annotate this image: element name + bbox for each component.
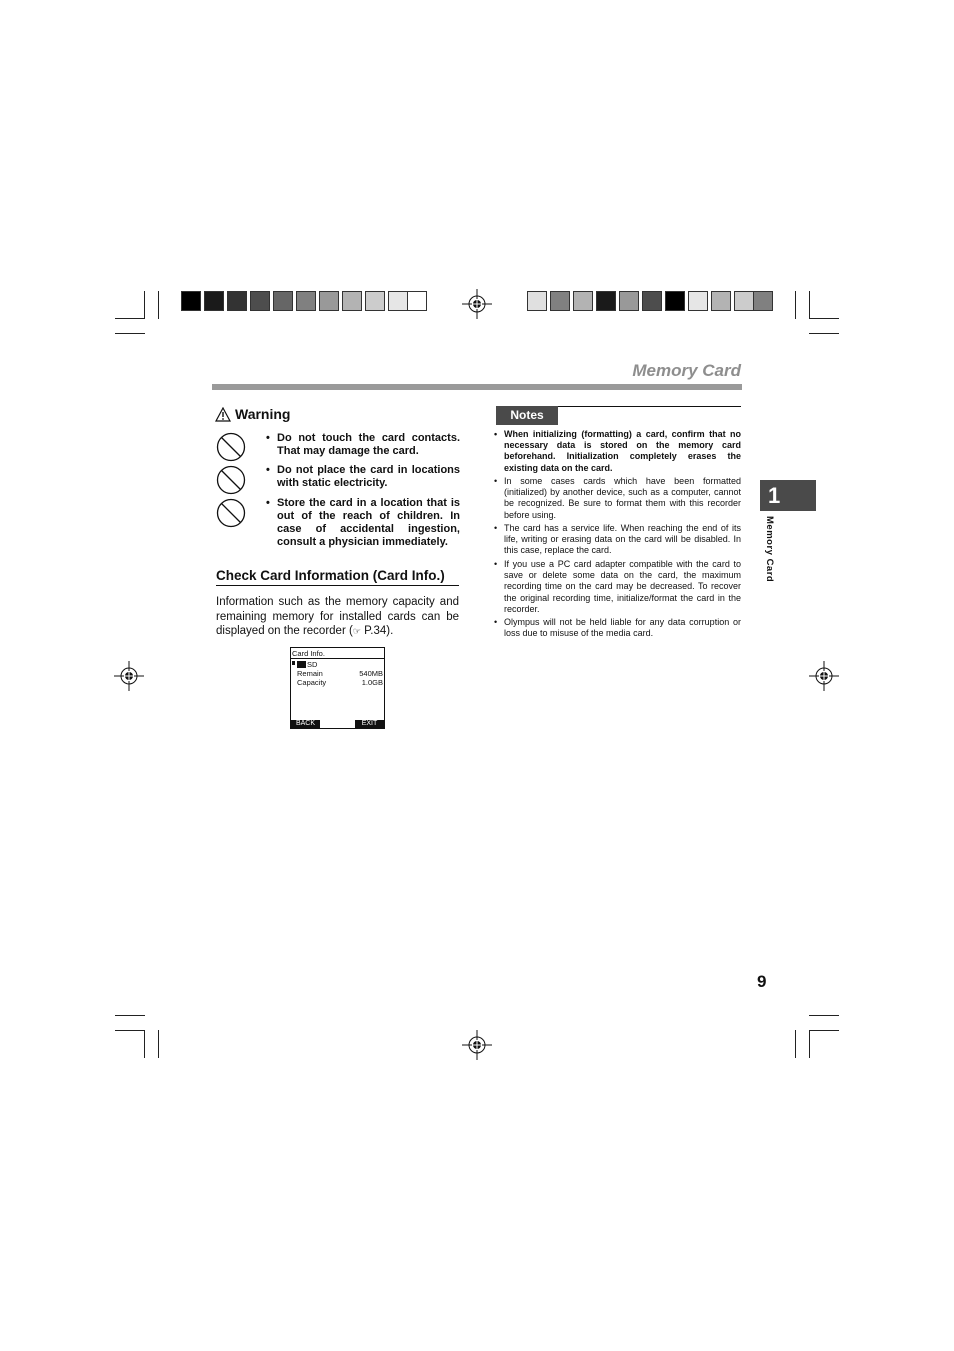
screen-title: Card Info. bbox=[292, 649, 325, 658]
capacity-label: Capacity bbox=[297, 678, 327, 687]
remain-label: Remain bbox=[297, 669, 323, 678]
card-info-description: Information such as the memory capacity and remaining memory for installed cards can be displayed on the recorder (☞ P.34). bbox=[216, 596, 459, 637]
warning-item: • Do not touch the card contacts. That may damage the card. bbox=[266, 432, 460, 457]
recorder-screen bbox=[290, 647, 385, 729]
reference-icon: ☞ bbox=[352, 626, 361, 636]
color-swatch bbox=[388, 291, 408, 311]
color-swatch bbox=[596, 291, 616, 311]
color-swatch bbox=[296, 291, 316, 311]
color-swatch bbox=[181, 291, 201, 311]
notes-rule bbox=[558, 406, 741, 407]
color-swatch bbox=[250, 291, 270, 311]
color-swatch bbox=[550, 291, 570, 311]
sd-card-icon bbox=[297, 661, 306, 668]
warning-item: • Store the card in a location that is out of the reach of children. In case of accidental ingestion, consult a physician immediately. bbox=[266, 497, 460, 548]
color-swatch bbox=[227, 291, 247, 311]
chapter-side-label: Memory Card bbox=[764, 516, 775, 583]
note-item: • In some cases cards which have been formatted (initialized) by another device, such as a computer, cannot be recognized. Be sure to format them with this recorder before using. bbox=[494, 476, 741, 520]
capacity-value: 1.0GB bbox=[361, 678, 383, 687]
warning-item: • Do not place the card in locations with static electricity. bbox=[266, 464, 460, 489]
note-item: • The card has a service life. When reaching the end of its life, writing or erasing data on the card will be disabled. In this case, replace the card. bbox=[494, 523, 741, 556]
color-swatch bbox=[527, 291, 547, 311]
color-swatch bbox=[688, 291, 708, 311]
selection-marker bbox=[292, 661, 295, 665]
exit-softkey: EXIT bbox=[355, 720, 384, 728]
color-swatch bbox=[273, 291, 293, 311]
note-item: • When initializing (formatting) a card, confirm that no necessary data is stored on the memory card beforehand. Initialization completely erases the existing data on the card. bbox=[494, 429, 741, 473]
card-type-row: SD bbox=[297, 660, 317, 669]
note-item: • Olympus will not be held liable for any data corruption or loss due to misuse of the media card. bbox=[494, 617, 741, 639]
warning-triangle-icon bbox=[215, 407, 231, 422]
warning-title: Warning bbox=[235, 406, 291, 422]
prohibited-icon bbox=[216, 432, 246, 462]
registration-mark-icon bbox=[809, 661, 839, 691]
remain-value: 540MB bbox=[359, 669, 383, 678]
color-swatch bbox=[204, 291, 224, 311]
color-swatch bbox=[319, 291, 339, 311]
registration-mark-icon bbox=[114, 661, 144, 691]
color-swatch bbox=[342, 291, 362, 311]
color-swatch bbox=[407, 291, 427, 311]
color-swatch bbox=[665, 291, 685, 311]
note-item: • If you use a PC card adapter compatible with the card to save or delete some data on the card, the maximum recording time on the card may be decreased. To recover the original recording time, initialize/format the card in the recorder. bbox=[494, 559, 741, 614]
prohibited-icon bbox=[216, 465, 246, 495]
registration-mark-icon bbox=[462, 1030, 492, 1060]
notes-heading: Notes bbox=[496, 406, 558, 425]
section-heading: Check Card Information (Card Info.) bbox=[216, 568, 459, 586]
color-swatch bbox=[365, 291, 385, 311]
chapter-tab: 1 bbox=[760, 480, 816, 511]
registration-mark-icon bbox=[462, 289, 492, 319]
color-swatch bbox=[711, 291, 731, 311]
color-swatch bbox=[642, 291, 662, 311]
page-header-title: Memory Card bbox=[632, 361, 741, 380]
prohibited-icon bbox=[216, 498, 246, 528]
page-number: 9 bbox=[757, 972, 767, 991]
back-softkey: BACK bbox=[291, 720, 320, 728]
color-swatch bbox=[734, 291, 754, 311]
color-swatch bbox=[573, 291, 593, 311]
warning-heading bbox=[215, 406, 290, 422]
header-rule bbox=[212, 384, 742, 390]
color-swatch bbox=[619, 291, 639, 311]
color-swatch bbox=[753, 291, 773, 311]
